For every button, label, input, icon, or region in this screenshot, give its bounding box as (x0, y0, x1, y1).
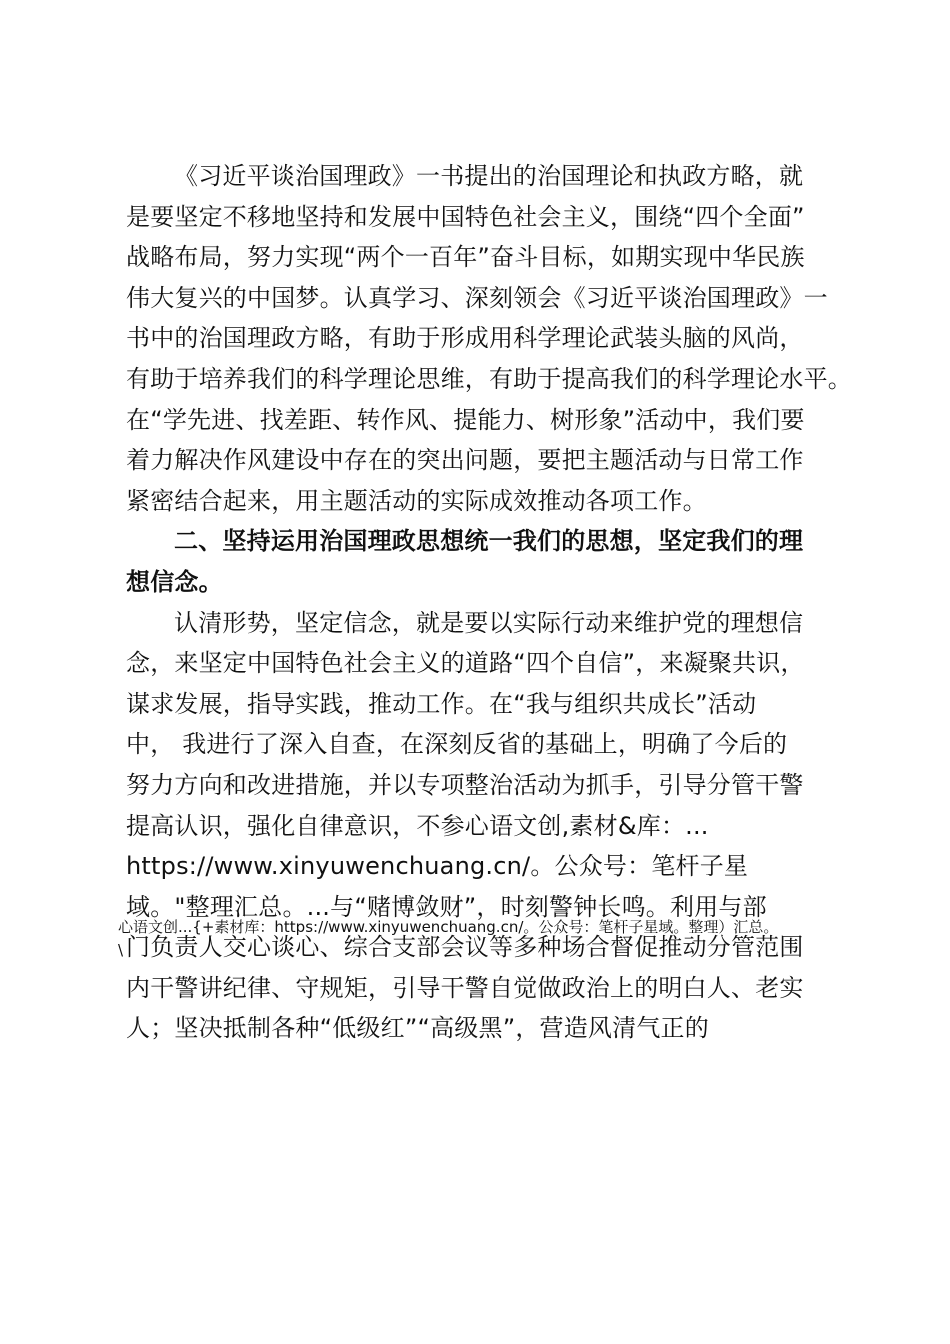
heading-line: 想信念。 (126, 567, 223, 596)
heading-line: 二、坚持运用治国理政思想统一我们的思想，坚定我们的理 (174, 527, 804, 556)
paragraph-line: 紧密结合起来，用主题活动的实际成效推动各项工作。 (126, 486, 707, 515)
paragraph-line: 域。"整理汇总。...与“赌博敛财”，时刻警钟长鸣。利用与部 (126, 892, 767, 921)
paragraph-line: 认清形势，坚定信念，就是要以实际行动来维护党的理想信 (174, 608, 804, 637)
footer-line: \ (118, 941, 124, 959)
paragraph-line: 谋求发展，指导实践，推动工作。在“我与组织共成长”活动 (126, 689, 757, 718)
paragraph-line: 着力解决作风建设中存在的突出问题，要把主题活动与日常工作 (126, 446, 804, 475)
paragraph-line: https://www.xinyuwenchuang.cn/。公众号：笔杆子星 (126, 852, 749, 881)
paragraph-line: 内干警讲纪律、守规矩，引导干警自觉做政治上的明白人、老实 (126, 973, 804, 1002)
paragraph-line: 念，来坚定中国特色社会主义的道路“四个自信”，来凝聚共识， (126, 649, 805, 678)
paragraph-line: 战略布局，努力实现“两个一百年”奋斗目标，如期实现中华民族 (126, 243, 805, 272)
paragraph-line: 门负责人交心谈心、综合支部会议等多种场合督促推动分管范围 (126, 933, 804, 962)
footer-note (118, 916, 918, 962)
paragraph-line: 是要坚定不移地坚持和发展中国特色社会主义，围绕“四个全面” (126, 202, 805, 231)
paragraph-line: 提高认识，强化自律意识，不参心语文创,素材&库：... (126, 811, 709, 840)
paragraph-line: 书中的治国理政方略，有助于形成用科学理论武装头脑的风尚， (126, 324, 804, 353)
footer-line: 心语文创...{+素材库：https://www.xinyuwenchuang.cn/。公众号：笔杆子星域。整理）汇总。 (118, 918, 779, 936)
paragraph-line: 在“学先进、找差距、转作风、提能力、树形象”活动中，我们要 (126, 405, 805, 434)
paragraph-line: 人；坚决抵制各种“低级红”“高级黑”，营造风清气正的 (126, 1014, 709, 1043)
paragraph-line: 中， 我进行了深入自查，在深刻反省的基础上，明确了今后的 (126, 730, 788, 759)
paragraph-line: 《习近平谈治国理政》一书提出的治国理论和执政方略，就 (174, 162, 804, 190)
paragraph-line: 努力方向和改进措施，并以专项整治活动为抓手，引导分管干警 (126, 770, 804, 799)
paragraph-line: 有助于培养我们的科学理论思维，有助于提高我们的科学理论水平。 (126, 364, 852, 393)
paragraph-line: 伟大复兴的中国梦。认真学习、深刻领会《习近平谈治国理政》一 (126, 283, 828, 312)
